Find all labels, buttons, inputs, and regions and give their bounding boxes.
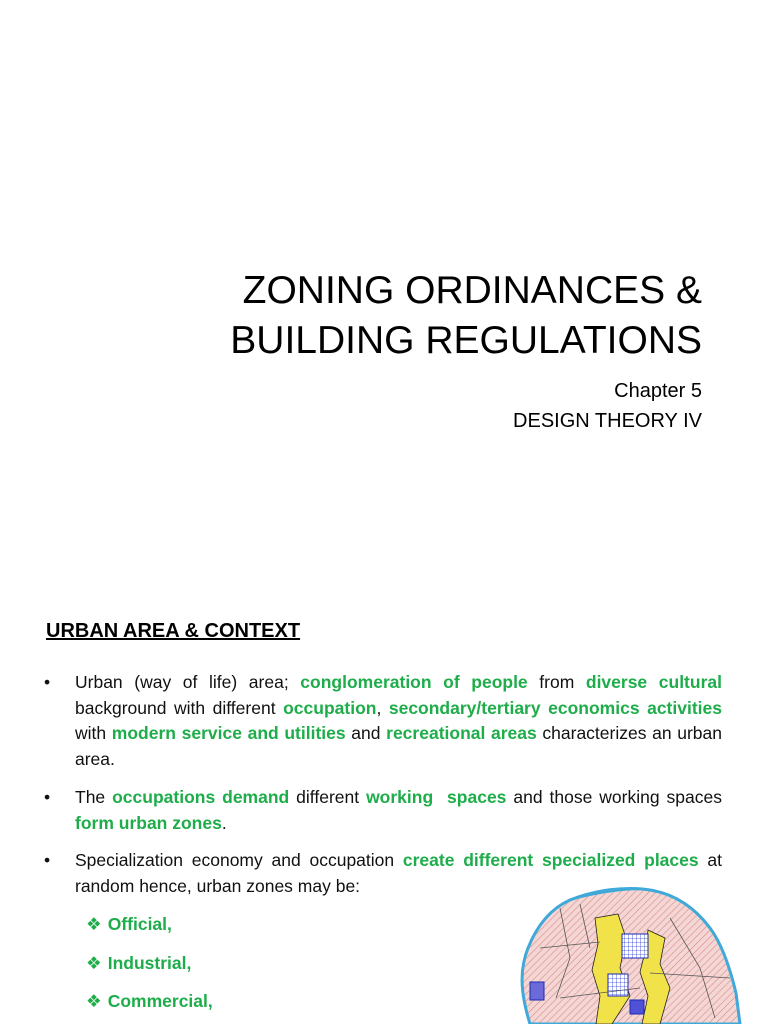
zone-label: Commercial, <box>107 991 213 1011</box>
title-line-2: BUILDING REGULATIONS <box>230 319 702 362</box>
bullet-dot: • <box>44 787 51 807</box>
text-run: and <box>345 723 387 743</box>
highlight-run: occupations demand <box>112 787 290 807</box>
highlight-run: conglomeration of people <box>300 672 528 692</box>
text-run: at random hence, urban zones may be: <box>75 850 722 896</box>
text-run: and those working spaces <box>506 787 722 807</box>
bullet-text <box>75 670 722 772</box>
slide-title <box>62 266 702 366</box>
highlight-run: occupation <box>283 697 377 718</box>
text-run: different <box>289 787 367 807</box>
slide-subtitle <box>202 376 702 436</box>
bullet-occupations <box>44 785 722 837</box>
diamond-bullet-icon: ❖ <box>86 914 102 934</box>
highlight-run: create different specialized places <box>402 850 699 870</box>
text-run: from <box>527 672 586 692</box>
bullet-dot: • <box>44 850 51 870</box>
highlight-run: recreational areas <box>386 723 537 743</box>
zone-item-official <box>86 914 172 935</box>
section-heading: URBAN AREA & CONTEXT <box>46 620 301 642</box>
content-slide <box>0 576 768 1024</box>
bullet-text <box>75 785 722 836</box>
text-run: background with different <box>75 697 284 718</box>
bullet-dot: • <box>44 672 51 692</box>
diamond-bullet-icon: ❖ <box>86 991 102 1011</box>
text-run: characterizes an urban area. <box>75 723 722 769</box>
bullet-urban-area <box>44 670 722 769</box>
zone-item-industrial <box>86 953 191 974</box>
text-run: Urban (way of life) area; <box>75 672 301 692</box>
diamond-bullet-icon: ❖ <box>86 953 102 973</box>
text-run: . <box>221 812 227 833</box>
text-run: with <box>75 723 112 743</box>
zone-label: Industrial, <box>107 953 192 973</box>
title-line-1: ZONING ORDINANCES & <box>242 269 702 312</box>
zoning-map-image <box>500 878 768 1024</box>
highlight-run: form urban zones <box>75 812 222 833</box>
highlight-run: secondary/tertiary economics activities <box>388 697 722 718</box>
text-run: Specialization economy and occupation <box>75 850 403 870</box>
highlight-run: working spaces <box>366 787 507 807</box>
subtitle-chapter: Chapter 5 <box>614 380 702 402</box>
subtitle-course: DESIGN THEORY IV <box>513 410 702 432</box>
highlight-run: modern service and utilities <box>111 723 346 743</box>
zone-item-commercial <box>86 991 213 1012</box>
text-run: The <box>75 787 113 807</box>
text-run: , <box>376 697 389 718</box>
zone-label: Official, <box>107 914 172 934</box>
highlight-run: diverse cultural <box>585 672 722 692</box>
